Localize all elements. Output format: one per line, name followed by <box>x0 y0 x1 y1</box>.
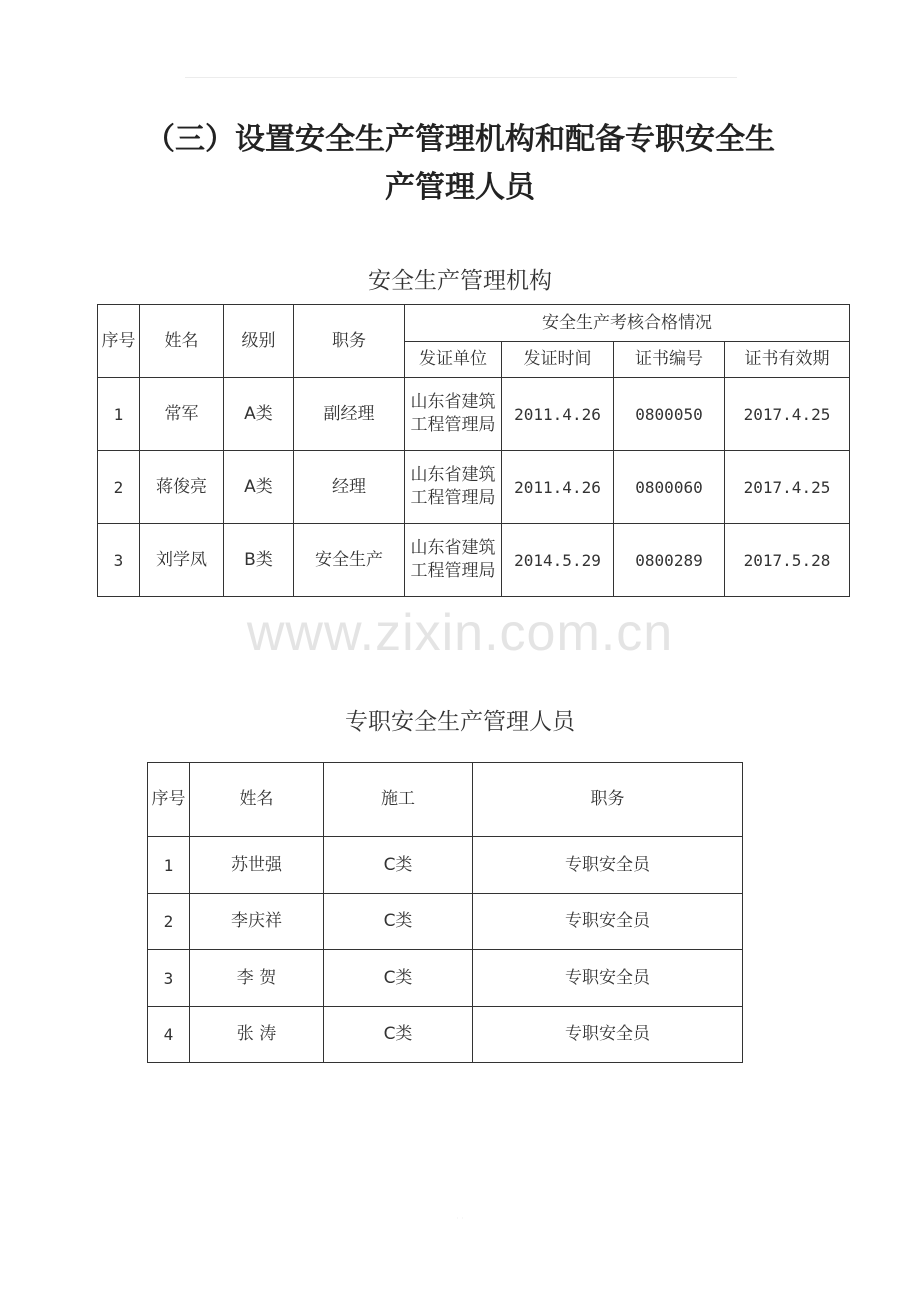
cell-level: A类 <box>224 451 294 524</box>
table-row <box>98 451 850 524</box>
header-seq: 序号 <box>98 305 140 378</box>
cell-level: B类 <box>224 524 294 597</box>
cell-issue-date: 2014.5.29 <box>502 524 614 597</box>
staff-table-heading: 专职安全生产管理人员 <box>345 709 575 735</box>
page-title-line-2: 产管理人员 <box>385 170 535 205</box>
cell-seq: 1 <box>98 378 140 451</box>
table-header-row <box>148 763 743 837</box>
cell-name: 常军 <box>140 378 224 451</box>
header-construction: 施工 <box>324 763 473 837</box>
cell-position: 专职安全员 <box>473 837 743 894</box>
cell-cert-no: 0800060 <box>614 451 725 524</box>
cell-name: 李庆祥 <box>190 894 324 950</box>
header-issuer: 发证单位 <box>405 342 502 378</box>
header-validity: 证书有效期 <box>725 342 850 378</box>
cell-construction: C类 <box>324 1007 473 1063</box>
cell-issue-date: 2011.4.26 <box>502 378 614 451</box>
cell-position: 经理 <box>294 451 405 524</box>
header-position: 职务 <box>473 763 743 837</box>
cell-name: 苏世强 <box>190 837 324 894</box>
page-footer: · · <box>456 1214 464 1223</box>
header-seq: 序号 <box>148 763 190 837</box>
table-row <box>148 894 743 950</box>
header-issue-date: 发证时间 <box>502 342 614 378</box>
safety-staff-table <box>147 762 743 1063</box>
cell-cert-no: 0800289 <box>614 524 725 597</box>
cell-construction: C类 <box>324 894 473 950</box>
cell-issuer: 山东省建筑工程管理局 <box>405 524 502 597</box>
header-assessment: 安全生产考核合格情况 <box>405 305 850 342</box>
cell-issuer: 山东省建筑工程管理局 <box>405 378 502 451</box>
cell-name: 蒋俊亮 <box>140 451 224 524</box>
cell-seq: 3 <box>98 524 140 597</box>
cell-validity: 2017.4.25 <box>725 451 850 524</box>
table-row <box>98 524 850 597</box>
cell-seq: 1 <box>148 837 190 894</box>
cell-cert-no: 0800050 <box>614 378 725 451</box>
cell-name: 刘学凤 <box>140 524 224 597</box>
cell-construction: C类 <box>324 837 473 894</box>
header-name: 姓名 <box>190 763 324 837</box>
page-title-line-1: （三）设置安全生产管理机构和配备专职安全生 <box>145 122 775 157</box>
watermark: www.zixin.com.cn <box>246 604 674 662</box>
cell-position: 安全生产 <box>294 524 405 597</box>
table-row <box>148 837 743 894</box>
cell-level: A类 <box>224 378 294 451</box>
cell-validity: 2017.5.28 <box>725 524 850 597</box>
cell-position: 专职安全员 <box>473 1007 743 1063</box>
header-cert-no: 证书编号 <box>614 342 725 378</box>
cell-validity: 2017.4.25 <box>725 378 850 451</box>
org-table-heading: 安全生产管理机构 <box>368 268 552 294</box>
cell-issue-date: 2011.4.26 <box>502 451 614 524</box>
cell-seq: 3 <box>148 950 190 1007</box>
cell-name: 李 贺 <box>190 950 324 1007</box>
header-name: 姓名 <box>140 305 224 378</box>
cell-seq: 2 <box>148 894 190 950</box>
table-row <box>148 950 743 1007</box>
cell-construction: C类 <box>324 950 473 1007</box>
header-level: 级别 <box>224 305 294 378</box>
header-position: 职务 <box>294 305 405 378</box>
table-row <box>98 378 850 451</box>
cell-name: 张 涛 <box>190 1007 324 1063</box>
cell-position: 专职安全员 <box>473 950 743 1007</box>
table-header-row <box>98 305 850 342</box>
cell-seq: 4 <box>148 1007 190 1063</box>
safety-management-org-table <box>97 304 850 597</box>
table-row <box>148 1007 743 1063</box>
header-rule <box>185 77 737 78</box>
cell-seq: 2 <box>98 451 140 524</box>
cell-issuer: 山东省建筑工程管理局 <box>405 451 502 524</box>
cell-position: 专职安全员 <box>473 894 743 950</box>
cell-position: 副经理 <box>294 378 405 451</box>
